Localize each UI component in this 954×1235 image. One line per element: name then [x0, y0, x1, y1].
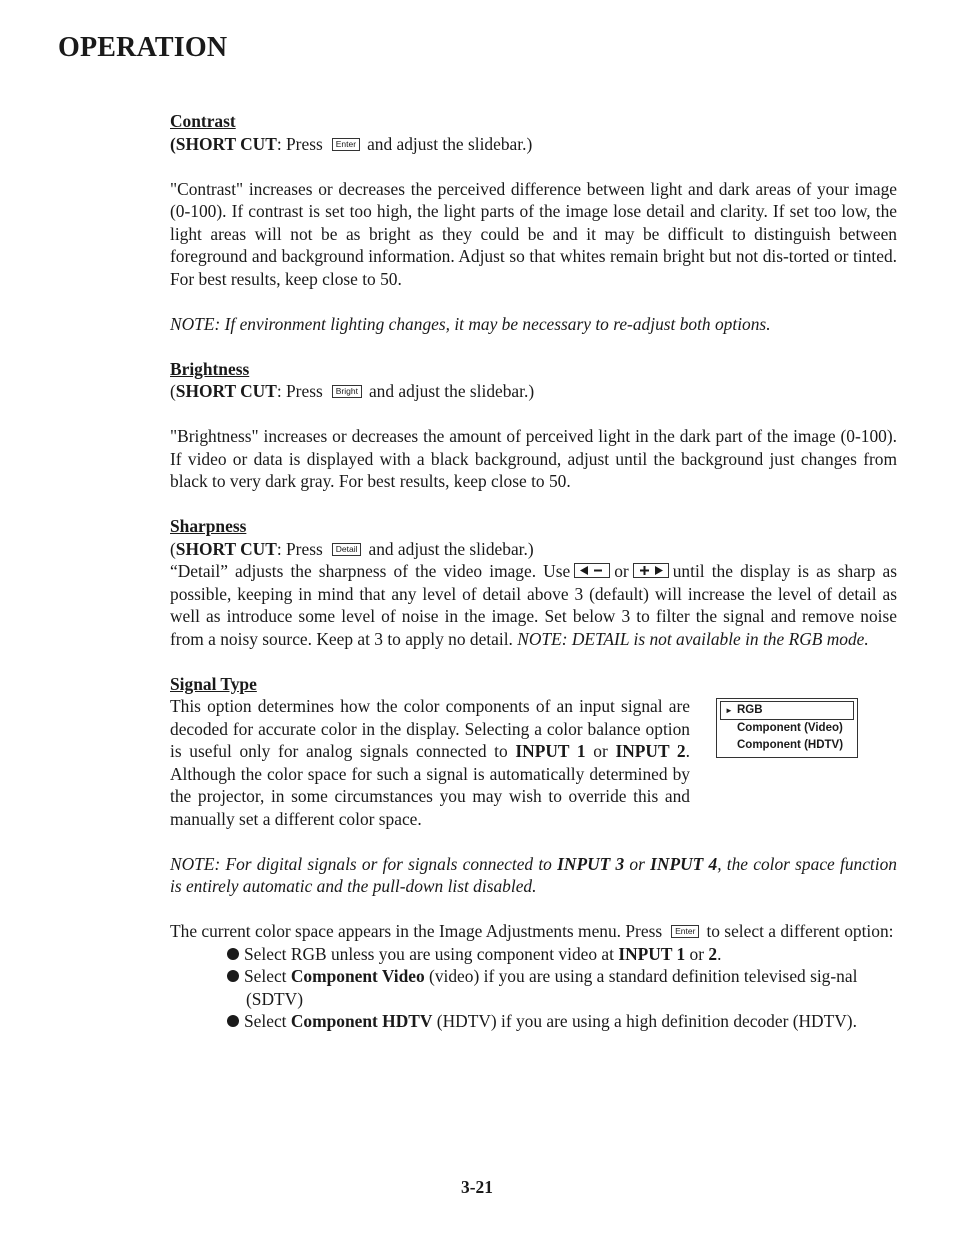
contrast-heading: Contrast [170, 111, 236, 131]
sharpness-shortcut [170, 538, 897, 561]
brightness-description: "Brightness" increases or decreases the amount of perceived light in the dark part of the image (0-100). If video or data is displayed with a black background, adjust until the background just changes from black to very dark gray. For best results, keep close to 50. [170, 426, 897, 491]
bullet-1-input2: 2 [708, 943, 718, 964]
brightness-shortcut-paren: ( [170, 381, 176, 401]
brightness-shortcut-label: SHORT CUT [175, 381, 277, 401]
bullet-2-select: Select [244, 966, 287, 986]
current-color-space-text [170, 920, 897, 943]
bullet-icon [227, 948, 239, 960]
bullet-icon [227, 970, 239, 982]
contrast-shortcut-paren: ( [170, 133, 176, 154]
manual-content [170, 110, 897, 1033]
brightness-shortcut [170, 380, 897, 403]
page-number: 3-21 [461, 1177, 493, 1197]
bullet-1-period: . [717, 943, 722, 964]
menu-option-rgb[interactable] [720, 701, 854, 720]
contrast-shortcut-tail: and adjust the slidebar.) [367, 133, 533, 154]
brightness-heading: Brightness [170, 358, 250, 379]
bright-key-icon: Bright [332, 385, 362, 398]
enter-key-icon: Enter [671, 925, 699, 938]
note-part-2: , the color space function is entirely automatic and the pull-down list disabled. [170, 853, 897, 896]
signal-type-description [170, 695, 690, 830]
contrast-shortcut [170, 133, 897, 156]
bullet-1-text: Select RGB unless you are using component video at [244, 943, 614, 964]
bullet-3-text: (HDTV) if you are using a high definition decoder (HDTV). [436, 1011, 857, 1031]
sharpness-body-start: “Detail” adjusts the sharpness of the video image. Use [170, 561, 571, 581]
plus-right-key-icon [633, 563, 669, 578]
left-minus-key-icon [574, 563, 610, 578]
bullet-3-select: Select [244, 1011, 287, 1031]
note-input4: INPUT 4 [650, 853, 718, 874]
signal-body-2: . Although the color space for such a signal is automatically determined by the projector, in some circumstances you may wish to override this and manually set a different color space. [170, 741, 690, 829]
contrast-shortcut-press: : Press [276, 133, 323, 154]
sharpness-shortcut-paren: ( [170, 538, 176, 559]
sharpness-heading: Sharpness [170, 516, 247, 536]
sharpness-body-end: until the display is as sharp as possible, keeping in mind that any level of detail above 3 (default) will increase the level of detail as well as introduce some level of noise in the image. Set below 3 to filter the signal and remove noise from a noisy source. Keep at 3 to apply no detail. [170, 561, 897, 649]
list-item [227, 943, 897, 966]
signal-type-heading: Signal Type [170, 673, 257, 694]
bullet-2-option: Component Video [290, 966, 425, 986]
signal-type-section [170, 673, 897, 831]
note-part-1: NOTE: For digital signals or for signals connected to [170, 853, 552, 874]
contrast-note: NOTE: If environment lighting changes, it may be necessary to re-adjust both options. [170, 313, 771, 334]
enter-key-icon: Enter [332, 138, 360, 151]
sharpness-note: NOTE: DETAIL is not available in the RGB mode. [517, 628, 869, 649]
page-title: OPERATION [58, 32, 228, 63]
menu-option-label: Component (Video) [737, 721, 843, 734]
current-part-1: The current color space appears in the Image Adjustments menu. Press [170, 921, 663, 941]
bullet-1-or: or [689, 943, 705, 964]
menu-option-component-hdtv[interactable] [717, 737, 857, 754]
sharpness-body-or: or [614, 561, 629, 581]
list-item [227, 965, 897, 1010]
sharpness-shortcut-press: : Press [276, 538, 323, 559]
signal-body-1: This option determines how the color components of an input signal are decoded for accurate color in the display. Selecting a color balance option is useful only for analog signals connected to [170, 696, 690, 761]
menu-option-label: Component (HDTV) [737, 738, 844, 751]
selection-caret-icon: ► [725, 705, 733, 715]
sharpness-shortcut-tail: and adjust the slidebar.) [368, 538, 534, 559]
signal-input1: INPUT 1 [515, 741, 586, 761]
brightness-shortcut-tail: and adjust the slidebar.) [368, 381, 535, 401]
bullet-1-input1: INPUT 1 [618, 943, 686, 964]
signal-type-note [170, 853, 897, 898]
menu-option-label: RGB [737, 703, 763, 716]
contrast-shortcut-label: SHORT CUT [175, 133, 277, 154]
sharpness-shortcut-label: SHORT CUT [175, 538, 277, 559]
detail-key-icon: Detail [332, 543, 362, 556]
current-part-2: to select a different option: [706, 921, 894, 941]
color-space-options-list [227, 943, 897, 1033]
sharpness-description [170, 560, 897, 650]
bullet-icon [227, 1015, 239, 1027]
bullet-3-option: Component HDTV [290, 1011, 433, 1031]
menu-option-component-video[interactable] [717, 720, 857, 737]
signal-input2: INPUT 2 [615, 741, 686, 761]
note-or: or [629, 853, 645, 874]
signal-or: or [593, 741, 608, 761]
contrast-description: "Contrast" increases or decreases the perceived difference between light and dark areas of your image (0-100). If contrast is set too high, the light parts of the image lose detail and clarity. If set too low, the light areas will not be as bright as they could be and it may be difficult to distinguish between foreground and background information. Adjust so that whites remain bright but not dis-torted or tinted. For best results, keep close to 50. [170, 178, 897, 289]
brightness-shortcut-press: : Press [276, 381, 323, 401]
note-input3: INPUT 3 [557, 853, 625, 874]
bullet-2-text: (video) if you are using a standard definition televised sig-nal (SDTV) [246, 966, 858, 1009]
list-item [227, 1010, 897, 1033]
signal-type-dropdown[interactable] [716, 698, 858, 758]
